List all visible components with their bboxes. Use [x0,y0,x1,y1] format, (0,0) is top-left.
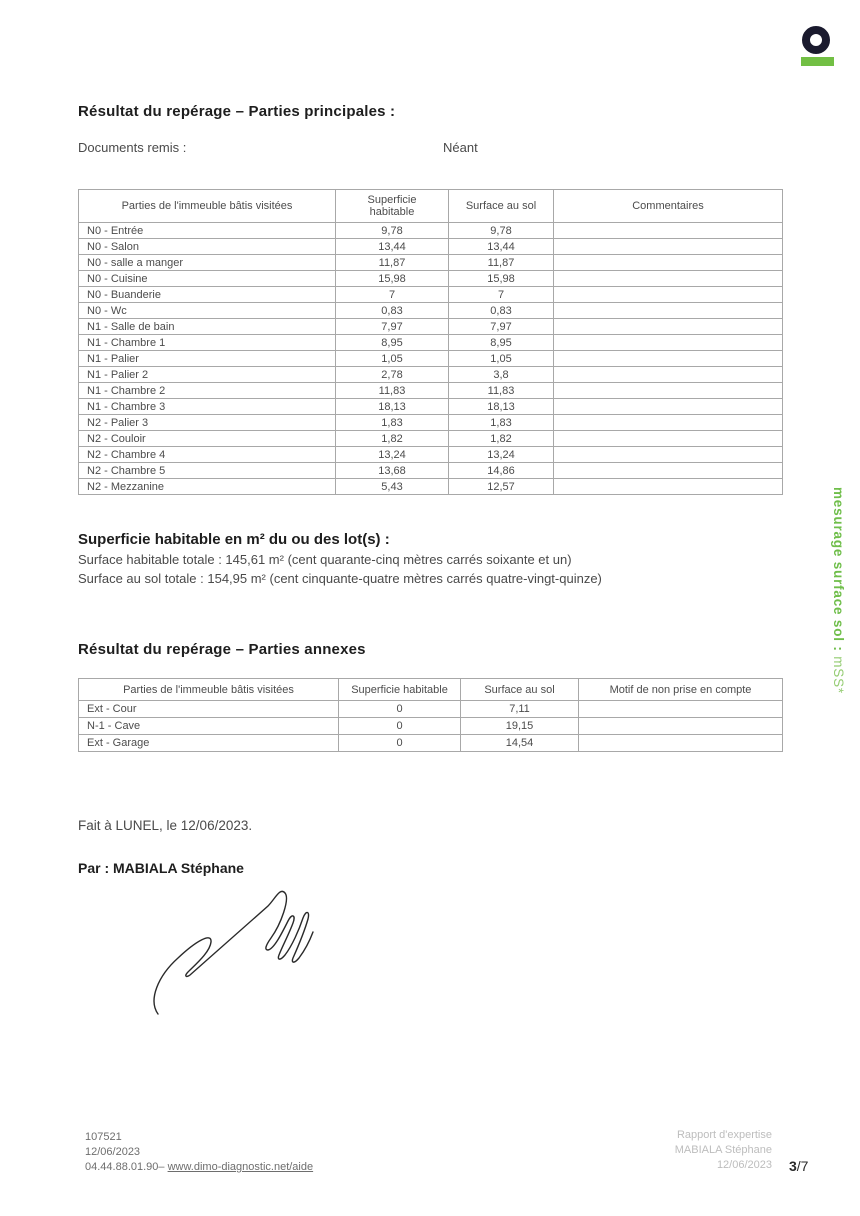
table-cell: 7,97 [336,319,449,335]
column-header: Motif de non prise en compte [579,679,783,701]
table-row [79,367,783,383]
table-cell: 13,44 [336,239,449,255]
table-header-row [79,190,783,223]
table-cell [554,255,783,271]
table-cell [554,223,783,239]
section2-title: Résultat du repérage – Parties annexes [78,641,366,658]
signature-image [148,874,323,1019]
page-current: 3 [789,1158,797,1174]
table-row [79,223,783,239]
table-cell: 0 [339,735,461,752]
table-row [79,383,783,399]
table-cell: 7,97 [449,319,554,335]
dimo-logo [800,26,836,66]
vertical-brand-label: mesurage surface sol : [831,487,846,657]
footer-contact [85,1160,313,1175]
logo-green-bar [801,57,834,66]
column-header: Commentaires [554,190,783,223]
table-cell: 18,13 [336,399,449,415]
table-cell: 9,78 [449,223,554,239]
section1-title: Résultat du repérage – Parties principales : [78,103,396,120]
table-cell [554,447,783,463]
table-row [79,463,783,479]
table-cell: 15,98 [449,271,554,287]
table-cell: Ext - Garage [79,735,339,752]
table-cell: N1 - Chambre 3 [79,399,336,415]
table-cell [579,735,783,752]
table-row [79,479,783,495]
table-cell: 11,83 [336,383,449,399]
column-header: Parties de l'immeuble bâtis visitées [79,190,336,223]
table-cell: N0 - Salon [79,239,336,255]
table-cell [554,479,783,495]
footer-ref: 107521 [85,1131,122,1143]
table-cell: N2 - Palier 3 [79,415,336,431]
table-cell [554,383,783,399]
table-cell: N0 - Cuisine [79,271,336,287]
table-row [79,271,783,287]
column-header: Parties de l'immeuble bâtis visitées [79,679,339,701]
table-cell [554,463,783,479]
table-row [79,735,783,752]
table-cell [554,287,783,303]
annex-surfaces-table [78,678,783,752]
table-cell: N-1 - Cave [79,718,339,735]
table-cell: 9,78 [336,223,449,239]
table-cell: 12,57 [449,479,554,495]
table-cell: N0 - salle a manger [79,255,336,271]
summary-sol-total: Surface au sol totale : 154,95 m² (cent cinquante-quatre mètres carrés quatre-vingt-quinze) [78,571,602,586]
table-cell [554,351,783,367]
table-cell: 11,87 [336,255,449,271]
table-cell [554,431,783,447]
table-cell: 0 [339,718,461,735]
table-cell: 8,95 [449,335,554,351]
table-cell: 1,82 [449,431,554,447]
table-row [79,351,783,367]
table-row [79,415,783,431]
table-cell [554,239,783,255]
page-total: /7 [796,1158,809,1174]
footer-date: 12/06/2023 [85,1146,141,1158]
vertical-brand-acronym: mSS* [831,656,846,694]
page-number [789,1158,808,1174]
documents-label: Documents remis : [78,140,187,155]
table-cell [579,718,783,735]
table-cell: N2 - Couloir [79,431,336,447]
table-cell: N1 - Salle de bain [79,319,336,335]
documents-value: Néant [443,140,478,155]
table-cell: 0,83 [336,303,449,319]
table-cell: N1 - Palier [79,351,336,367]
table-cell [554,271,783,287]
table-header-row [79,679,783,701]
table-cell: 3,8 [449,367,554,383]
footer-right [675,1128,772,1173]
table-cell: 1,82 [336,431,449,447]
table-row [79,255,783,271]
column-header: Superficie habitable [336,190,449,223]
footer-left [85,1130,313,1175]
table-cell: Ext - Cour [79,701,339,718]
table-cell: 1,83 [449,415,554,431]
summary-habitable-total: Surface habitable totale : 145,61 m² (cent quarante-cinq mètres carrés soixante et un) [78,552,572,567]
table-cell: N2 - Mezzanine [79,479,336,495]
table-cell: N1 - Chambre 1 [79,335,336,351]
footer-phone: 04.44.88.01.90– [85,1161,168,1173]
table-cell: 5,43 [336,479,449,495]
table-cell [554,367,783,383]
table-cell [554,399,783,415]
table-cell: 2,78 [336,367,449,383]
table-cell [554,415,783,431]
table-cell: 0 [339,701,461,718]
closing-place-date: Fait à LUNEL, le 12/06/2023. [78,818,253,833]
table-cell: N0 - Entrée [79,223,336,239]
main-surfaces-table [78,189,783,495]
footer-report-date: 12/06/2023 [716,1159,772,1171]
table-row [79,431,783,447]
table-cell: N2 - Chambre 4 [79,447,336,463]
table-row [79,319,783,335]
footer-help-link[interactable]: www.dimo-diagnostic.net/aide [167,1161,314,1173]
table-row [79,239,783,255]
table-cell: 18,13 [449,399,554,415]
table-cell: 13,24 [449,447,554,463]
table-cell: 7 [336,287,449,303]
table-cell: 13,44 [449,239,554,255]
table-cell: 14,54 [461,735,579,752]
summary-title: Superficie habitable en m² du ou des lot(s) : [78,531,390,548]
logo-ring-icon [802,26,830,54]
table-cell: 14,86 [449,463,554,479]
table-cell: 19,15 [461,718,579,735]
vertical-brand-text [831,487,846,694]
footer-report-type: Rapport d'expertise [676,1129,772,1141]
table-cell: N0 - Buanderie [79,287,336,303]
table-cell: N1 - Chambre 2 [79,383,336,399]
table-row [79,447,783,463]
footer-expert-name: MABIALA Stéphane [674,1144,772,1156]
column-header: Surface au sol [461,679,579,701]
table-row [79,287,783,303]
table-cell [554,335,783,351]
table-cell: 7,11 [461,701,579,718]
table-cell: N1 - Palier 2 [79,367,336,383]
table-cell: 13,24 [336,447,449,463]
table-cell [554,319,783,335]
table-cell: 11,87 [449,255,554,271]
table-row [79,701,783,718]
column-header: Superficie habitable [339,679,461,701]
table-cell: 7 [449,287,554,303]
table-cell: 13,68 [336,463,449,479]
table-row [79,335,783,351]
table-cell: 1,83 [336,415,449,431]
column-header: Surface au sol [449,190,554,223]
table-cell: N2 - Chambre 5 [79,463,336,479]
table-cell: N0 - Wc [79,303,336,319]
table-row [79,303,783,319]
table-cell [554,303,783,319]
table-cell: 11,83 [449,383,554,399]
table-cell: 1,05 [449,351,554,367]
closing-author: Par : MABIALA Stéphane [78,860,244,876]
table-cell: 1,05 [336,351,449,367]
table-row [79,399,783,415]
table-cell: 8,95 [336,335,449,351]
table-cell: 0,83 [449,303,554,319]
table-row [79,718,783,735]
table-cell: 15,98 [336,271,449,287]
table-cell [579,701,783,718]
documents-line [78,140,638,155]
